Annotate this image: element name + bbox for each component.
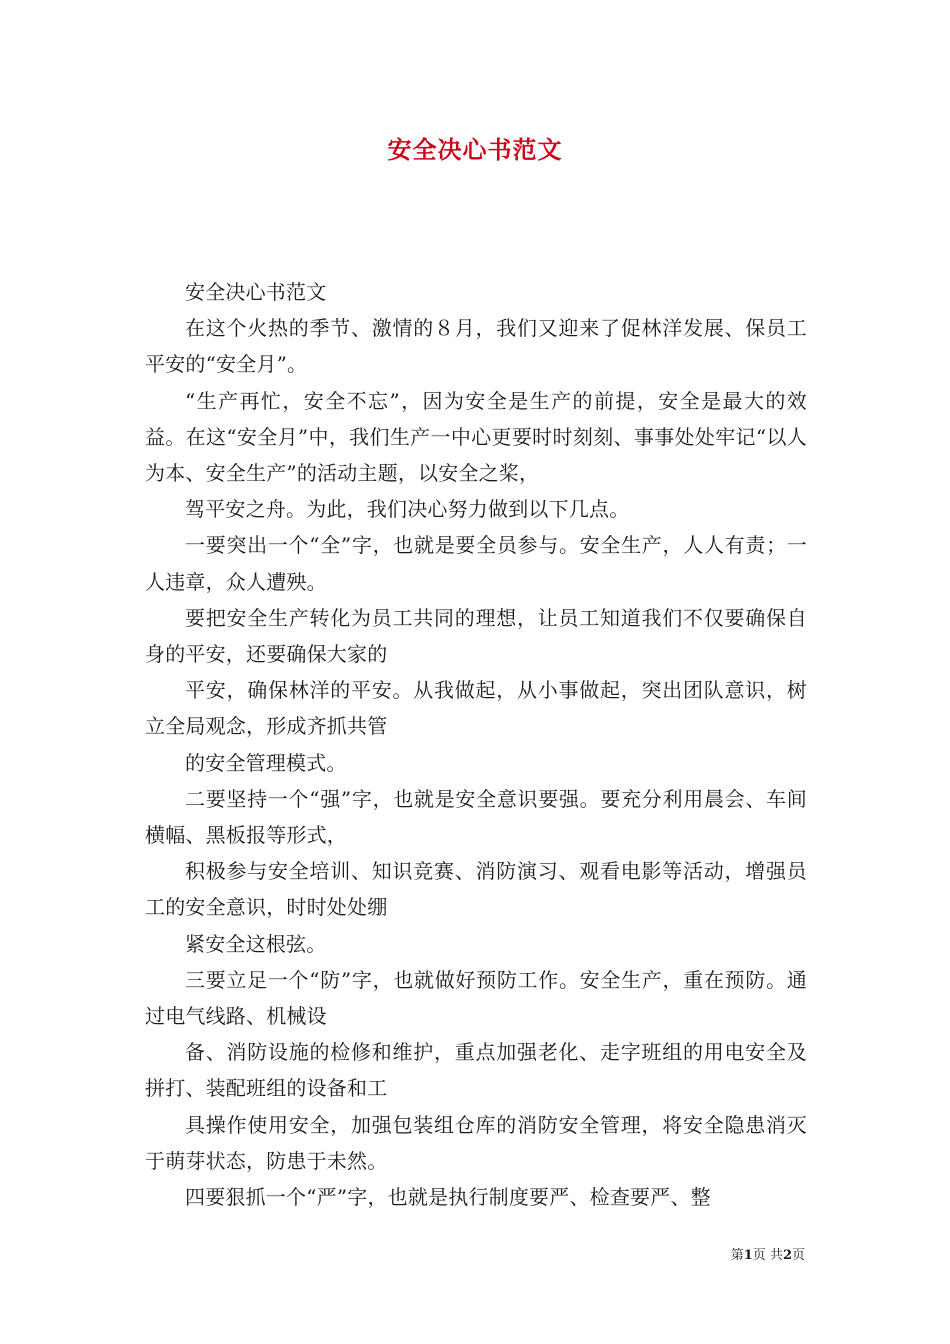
footer-prefix: 第	[730, 1248, 744, 1263]
current-page-number: 1	[743, 1248, 753, 1263]
footer-suffix: 页	[791, 1248, 805, 1263]
paragraph: 紧安全这根弦。	[185, 931, 327, 956]
paragraph: 备、消防设施的检修和维护，重点加强老化、走字班组的用电安全及拼打、装配班组的设备和工	[145, 1040, 807, 1101]
page-footer	[731, 1246, 805, 1266]
total-page-count: 2	[782, 1248, 792, 1263]
paragraph: 一要突出一个“全”字，也就是要全员参与。安全生产，人人有责；一人违章，众人遭殃。	[145, 533, 807, 594]
paragraph: 三要立足一个“防”字，也就做好预防工作。安全生产，重在预防。通过电气线路、机械设	[145, 967, 807, 1029]
paragraph: 驾平安之舟。为此，我们决心努力做到以下几点。	[185, 497, 630, 522]
paragraph: 在这个火热的季节、激情的８月，我们又迎来了促林洋发展、保员工平安的“安全月”。	[145, 316, 807, 377]
paragraph: “生产再忙，安全不忘”，因为安全是生产的前提，安全是最大的效益。在这“安全月”中，我们生产一中心更要时时刻刻、事事处处牢记“以人为本、安全生产”的活动主题，以安全之桨，	[145, 388, 807, 486]
paragraph: 具操作使用安全，加强包装组仓库的消防安全管理，将安全隐患消灭于萌芽状态，防患于未然。	[145, 1112, 807, 1173]
paragraph: 平安，确保林洋的平安。从我做起，从小事做起，突出团队意识，树立全局观念，形成齐抓共管	[145, 678, 807, 739]
paragraph: 安全决心书范文	[185, 280, 327, 304]
document-body	[145, 274, 807, 1215]
footer-middle: 页 共	[752, 1248, 783, 1263]
paragraph: 二要坚持一个“强”字，也就是安全意识要强。要充分利用晨会、车间横幅、黑板报等形式，	[145, 786, 807, 848]
paragraph: 四要狠抓一个“严”字，也就是执行制度要严、检查要严、整	[185, 1185, 711, 1210]
paragraph: 的安全管理模式。	[185, 750, 347, 775]
paragraph: 积极参与安全培训、知识竞赛、消防演习、观看电影等活动，增强员工的安全意识，时时处处绷	[145, 859, 807, 920]
paragraph: 要把安全生产转化为员工共同的理想，让员工知道我们不仅要确保自身的平安，还要确保大家的	[145, 605, 807, 667]
document-title: 安全决心书范文	[387, 135, 563, 164]
